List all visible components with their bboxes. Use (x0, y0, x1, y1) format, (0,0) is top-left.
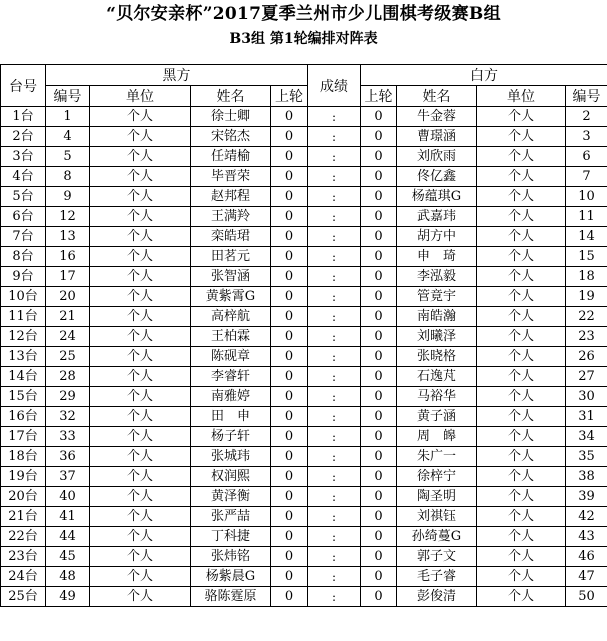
black-number-cell: 33 (46, 427, 90, 447)
white-prev-cell: 0 (361, 547, 397, 567)
black-number-cell: 37 (46, 467, 90, 487)
white-name-cell: 申 琦 (397, 247, 477, 267)
table-row (1, 227, 607, 247)
white-name-cell: 毛子睿 (397, 567, 477, 587)
white-number-cell: 30 (566, 387, 607, 407)
black-unit-cell: 个人 (90, 527, 191, 547)
black-number-cell: 28 (46, 367, 90, 387)
black-name-cell: 张严喆 (191, 507, 271, 527)
white-prev-cell: 0 (361, 507, 397, 527)
table-row (1, 567, 607, 587)
white-name-cell: 杨蕴琪G (397, 187, 477, 207)
black-prev-cell: 0 (271, 167, 308, 187)
black-unit-cell: 个人 (90, 387, 191, 407)
white-number-cell: 39 (566, 487, 607, 507)
result-cell: : (308, 387, 361, 407)
white-unit-cell: 个人 (477, 307, 566, 327)
black-name-cell: 高梓航 (191, 307, 271, 327)
board-cell: 13台 (1, 347, 46, 367)
table-row (1, 107, 607, 127)
black-prev-cell: 0 (271, 507, 308, 527)
board-cell: 17台 (1, 427, 46, 447)
white-number-cell: 26 (566, 347, 607, 367)
black-unit-cell: 个人 (90, 107, 191, 127)
black-unit-cell: 个人 (90, 207, 191, 227)
black-prev-cell: 0 (271, 307, 308, 327)
white-unit-cell: 个人 (477, 407, 566, 427)
table-row (1, 587, 607, 607)
black-prev-cell: 0 (271, 267, 308, 287)
white-number-cell: 11 (566, 207, 607, 227)
white-unit-cell: 个人 (477, 467, 566, 487)
white-unit-cell: 个人 (477, 507, 566, 527)
white-number-cell: 47 (566, 567, 607, 587)
table-row (1, 507, 607, 527)
black-prev-cell: 0 (271, 187, 308, 207)
black-unit-cell: 个人 (90, 467, 191, 487)
black-prev-cell: 0 (271, 407, 308, 427)
black-name-cell: 杨紫晨G (191, 567, 271, 587)
black-number-cell: 25 (46, 347, 90, 367)
board-cell: 9台 (1, 267, 46, 287)
black-prev-cell: 0 (271, 467, 308, 487)
board-cell: 12台 (1, 327, 46, 347)
board-cell: 4台 (1, 167, 46, 187)
white-name-cell: 马裕华 (397, 387, 477, 407)
table-row (1, 387, 607, 407)
white-number-cell: 2 (566, 107, 607, 127)
black-unit-cell: 个人 (90, 147, 191, 167)
white-number-cell: 46 (566, 547, 607, 567)
black-prev-cell: 0 (271, 347, 308, 367)
pairing-body (1, 107, 607, 607)
white-number-cell: 10 (566, 187, 607, 207)
black-unit-cell: 个人 (90, 227, 191, 247)
black-number-cell: 36 (46, 447, 90, 467)
black-prev-cell: 0 (271, 207, 308, 227)
black-prev-cell: 0 (271, 107, 308, 127)
white-unit-cell: 个人 (477, 547, 566, 567)
white-number-cell: 7 (566, 167, 607, 187)
white-prev-cell: 0 (361, 207, 397, 227)
black-name-cell: 权润熙 (191, 467, 271, 487)
black-number-cell: 8 (46, 167, 90, 187)
white-unit-cell: 个人 (477, 187, 566, 207)
result-cell: : (308, 167, 361, 187)
white-prev-cell: 0 (361, 447, 397, 467)
result-cell: : (308, 547, 361, 567)
black-prev-cell: 0 (271, 427, 308, 447)
white-number-cell: 19 (566, 287, 607, 307)
white-prev-cell: 0 (361, 107, 397, 127)
table-row (1, 127, 607, 147)
white-unit-cell: 个人 (477, 207, 566, 227)
black-unit-cell: 个人 (90, 407, 191, 427)
board-cell: 22台 (1, 527, 46, 547)
black-number-cell: 48 (46, 567, 90, 587)
result-cell: : (308, 327, 361, 347)
white-prev-cell: 0 (361, 487, 397, 507)
black-unit-cell: 个人 (90, 247, 191, 267)
black-name-cell: 张炜铭 (191, 547, 271, 567)
white-number-cell: 22 (566, 307, 607, 327)
board-cell: 11台 (1, 307, 46, 327)
black-name-cell: 王满羚 (191, 207, 271, 227)
white-number-cell: 34 (566, 427, 607, 447)
page-title: “贝尔安亲杯”2017夏季兰州市少儿围棋考级赛B组 (106, 4, 501, 24)
white-name-cell: 周 皞 (397, 427, 477, 447)
result-cell: : (308, 187, 361, 207)
board-cell: 25台 (1, 587, 46, 607)
board-cell: 16台 (1, 407, 46, 427)
black-name-cell: 张城玮 (191, 447, 271, 467)
page-subtitle: B3组 第1轮编排对阵表 (229, 31, 378, 47)
white-number-cell: 43 (566, 527, 607, 547)
table-row (1, 267, 607, 287)
black-name-cell: 李睿轩 (191, 367, 271, 387)
black-prev-cell: 0 (271, 287, 308, 307)
black-unit-cell: 个人 (90, 307, 191, 327)
table-row (1, 447, 607, 467)
white-unit-cell: 个人 (477, 287, 566, 307)
black-prev-cell: 0 (271, 387, 308, 407)
result-cell: : (308, 267, 361, 287)
header-black: 黑方 (46, 65, 308, 86)
white-name-cell: 牛金蓉 (397, 107, 477, 127)
black-unit-cell: 个人 (90, 567, 191, 587)
table-row (1, 147, 607, 167)
white-number-cell: 38 (566, 467, 607, 487)
black-name-cell: 南雅婷 (191, 387, 271, 407)
white-number-cell: 23 (566, 327, 607, 347)
result-cell: : (308, 427, 361, 447)
result-cell: : (308, 587, 361, 607)
black-number-cell: 49 (46, 587, 90, 607)
black-name-cell: 杨子轩 (191, 427, 271, 447)
black-name-cell: 黄泽衡 (191, 487, 271, 507)
result-cell: : (308, 347, 361, 367)
black-prev-cell: 0 (271, 527, 308, 547)
header-black-unit: 单位 (90, 86, 191, 107)
white-unit-cell: 个人 (477, 587, 566, 607)
black-name-cell: 栾皓珺 (191, 227, 271, 247)
board-cell: 2台 (1, 127, 46, 147)
table-row (1, 167, 607, 187)
black-number-cell: 44 (46, 527, 90, 547)
white-number-cell: 15 (566, 247, 607, 267)
white-prev-cell: 0 (361, 267, 397, 287)
white-name-cell: 李泓毅 (397, 267, 477, 287)
white-unit-cell: 个人 (477, 247, 566, 267)
black-prev-cell: 0 (271, 247, 308, 267)
board-cell: 21台 (1, 507, 46, 527)
white-prev-cell: 0 (361, 327, 397, 347)
result-cell: : (308, 247, 361, 267)
black-name-cell: 骆陈霆原 (191, 587, 271, 607)
white-prev-cell: 0 (361, 427, 397, 447)
white-prev-cell: 0 (361, 407, 397, 427)
result-cell: : (308, 287, 361, 307)
white-unit-cell: 个人 (477, 367, 566, 387)
black-number-cell: 20 (46, 287, 90, 307)
black-name-cell: 任靖榆 (191, 147, 271, 167)
black-number-cell: 4 (46, 127, 90, 147)
table-row (1, 307, 607, 327)
white-name-cell: 刘祺钰 (397, 507, 477, 527)
table-row (1, 547, 607, 567)
black-number-cell: 12 (46, 207, 90, 227)
result-cell: : (308, 107, 361, 127)
white-name-cell: 南皓瀚 (397, 307, 477, 327)
black-unit-cell: 个人 (90, 267, 191, 287)
board-cell: 20台 (1, 487, 46, 507)
black-prev-cell: 0 (271, 367, 308, 387)
black-unit-cell: 个人 (90, 547, 191, 567)
table-row (1, 467, 607, 487)
white-prev-cell: 0 (361, 227, 397, 247)
result-cell: : (308, 367, 361, 387)
white-unit-cell: 个人 (477, 567, 566, 587)
pairing-table (0, 64, 607, 607)
black-name-cell: 丁科捷 (191, 527, 271, 547)
white-name-cell: 刘欣雨 (397, 147, 477, 167)
result-cell: : (308, 227, 361, 247)
white-unit-cell: 个人 (477, 167, 566, 187)
table-row (1, 187, 607, 207)
black-name-cell: 徐士卿 (191, 107, 271, 127)
white-prev-cell: 0 (361, 527, 397, 547)
white-prev-cell: 0 (361, 187, 397, 207)
white-name-cell: 郭子文 (397, 547, 477, 567)
white-name-cell: 管竟宇 (397, 287, 477, 307)
black-unit-cell: 个人 (90, 447, 191, 467)
table-row (1, 347, 607, 367)
black-unit-cell: 个人 (90, 187, 191, 207)
table-row (1, 407, 607, 427)
black-number-cell: 29 (46, 387, 90, 407)
black-unit-cell: 个人 (90, 487, 191, 507)
black-number-cell: 1 (46, 107, 90, 127)
board-cell: 10台 (1, 287, 46, 307)
white-name-cell: 黄子涵 (397, 407, 477, 427)
table-row (1, 527, 607, 547)
header-white-prev: 上轮 (361, 86, 397, 107)
header-row-sub (1, 86, 607, 107)
white-name-cell: 佟亿鑫 (397, 167, 477, 187)
white-name-cell: 孙绮蔓G (397, 527, 477, 547)
result-cell: : (308, 467, 361, 487)
black-name-cell: 张智涵 (191, 267, 271, 287)
header-black-number: 编号 (46, 86, 90, 107)
white-unit-cell: 个人 (477, 387, 566, 407)
result-cell: : (308, 307, 361, 327)
header-black-name: 姓名 (191, 86, 271, 107)
board-cell: 7台 (1, 227, 46, 247)
board-cell: 8台 (1, 247, 46, 267)
white-prev-cell: 0 (361, 467, 397, 487)
black-prev-cell: 0 (271, 487, 308, 507)
board-cell: 5台 (1, 187, 46, 207)
black-number-cell: 32 (46, 407, 90, 427)
white-number-cell: 14 (566, 227, 607, 247)
table-row (1, 487, 607, 507)
white-unit-cell: 个人 (477, 487, 566, 507)
white-name-cell: 胡方中 (397, 227, 477, 247)
black-name-cell: 宋铭杰 (191, 127, 271, 147)
result-cell: : (308, 147, 361, 167)
black-name-cell: 赵邦程 (191, 187, 271, 207)
board-cell: 19台 (1, 467, 46, 487)
black-unit-cell: 个人 (90, 167, 191, 187)
white-unit-cell: 个人 (477, 347, 566, 367)
black-prev-cell: 0 (271, 147, 308, 167)
white-prev-cell: 0 (361, 307, 397, 327)
table-row (1, 207, 607, 227)
board-cell: 1台 (1, 107, 46, 127)
result-cell: : (308, 567, 361, 587)
white-name-cell: 彭俊清 (397, 587, 477, 607)
white-number-cell: 35 (566, 447, 607, 467)
white-unit-cell: 个人 (477, 447, 566, 467)
white-prev-cell: 0 (361, 287, 397, 307)
header-white: 白方 (361, 65, 607, 86)
white-unit-cell: 个人 (477, 427, 566, 447)
white-prev-cell: 0 (361, 587, 397, 607)
black-number-cell: 21 (46, 307, 90, 327)
black-unit-cell: 个人 (90, 127, 191, 147)
white-number-cell: 27 (566, 367, 607, 387)
black-number-cell: 17 (46, 267, 90, 287)
result-cell: : (308, 507, 361, 527)
black-number-cell: 45 (46, 547, 90, 567)
board-cell: 6台 (1, 207, 46, 227)
board-cell: 14台 (1, 367, 46, 387)
black-prev-cell: 0 (271, 127, 308, 147)
board-cell: 18台 (1, 447, 46, 467)
black-unit-cell: 个人 (90, 367, 191, 387)
white-number-cell: 18 (566, 267, 607, 287)
white-prev-cell: 0 (361, 127, 397, 147)
white-prev-cell: 0 (361, 367, 397, 387)
white-prev-cell: 0 (361, 387, 397, 407)
table-row (1, 287, 607, 307)
table-row (1, 367, 607, 387)
header-white-number: 编号 (566, 86, 607, 107)
white-name-cell: 徐梓宁 (397, 467, 477, 487)
white-number-cell: 3 (566, 127, 607, 147)
result-cell: : (308, 407, 361, 427)
white-number-cell: 31 (566, 407, 607, 427)
header-board: 台号 (1, 65, 46, 107)
white-name-cell: 陶圣明 (397, 487, 477, 507)
black-unit-cell: 个人 (90, 507, 191, 527)
black-name-cell: 田茗元 (191, 247, 271, 267)
white-name-cell: 武嘉玮 (397, 207, 477, 227)
header-row-top (1, 65, 607, 86)
white-number-cell: 42 (566, 507, 607, 527)
white-unit-cell: 个人 (477, 527, 566, 547)
black-number-cell: 9 (46, 187, 90, 207)
black-prev-cell: 0 (271, 327, 308, 347)
white-unit-cell: 个人 (477, 107, 566, 127)
header-white-name: 姓名 (397, 86, 477, 107)
white-prev-cell: 0 (361, 347, 397, 367)
black-unit-cell: 个人 (90, 287, 191, 307)
black-number-cell: 40 (46, 487, 90, 507)
board-cell: 23台 (1, 547, 46, 567)
black-unit-cell: 个人 (90, 587, 191, 607)
header-white-unit: 单位 (477, 86, 566, 107)
white-name-cell: 张晓格 (397, 347, 477, 367)
black-prev-cell: 0 (271, 567, 308, 587)
black-prev-cell: 0 (271, 587, 308, 607)
white-name-cell: 曹璟涵 (397, 127, 477, 147)
black-unit-cell: 个人 (90, 427, 191, 447)
black-name-cell: 毕晋荣 (191, 167, 271, 187)
white-unit-cell: 个人 (477, 267, 566, 287)
white-name-cell: 朱广一 (397, 447, 477, 467)
black-number-cell: 24 (46, 327, 90, 347)
white-prev-cell: 0 (361, 147, 397, 167)
white-prev-cell: 0 (361, 567, 397, 587)
white-prev-cell: 0 (361, 167, 397, 187)
black-name-cell: 王柏霖 (191, 327, 271, 347)
header-black-prev: 上轮 (271, 86, 308, 107)
result-cell: : (308, 447, 361, 467)
white-name-cell: 石逸芃 (397, 367, 477, 387)
black-prev-cell: 0 (271, 547, 308, 567)
black-number-cell: 13 (46, 227, 90, 247)
white-number-cell: 6 (566, 147, 607, 167)
white-unit-cell: 个人 (477, 127, 566, 147)
result-cell: : (308, 127, 361, 147)
black-name-cell: 田 申 (191, 407, 271, 427)
board-cell: 15台 (1, 387, 46, 407)
table-row (1, 247, 607, 267)
board-cell: 3台 (1, 147, 46, 167)
white-unit-cell: 个人 (477, 147, 566, 167)
white-name-cell: 刘曦泽 (397, 327, 477, 347)
result-cell: : (308, 527, 361, 547)
black-name-cell: 黄紫霄G (191, 287, 271, 307)
table-row (1, 327, 607, 347)
white-number-cell: 50 (566, 587, 607, 607)
black-name-cell: 陈砚章 (191, 347, 271, 367)
result-cell: : (308, 207, 361, 227)
black-number-cell: 41 (46, 507, 90, 527)
board-cell: 24台 (1, 567, 46, 587)
black-number-cell: 5 (46, 147, 90, 167)
black-prev-cell: 0 (271, 227, 308, 247)
black-number-cell: 16 (46, 247, 90, 267)
header-result: 成绩 (308, 65, 361, 107)
black-prev-cell: 0 (271, 447, 308, 467)
table-row (1, 427, 607, 447)
white-unit-cell: 个人 (477, 327, 566, 347)
white-prev-cell: 0 (361, 247, 397, 267)
black-unit-cell: 个人 (90, 347, 191, 367)
black-unit-cell: 个人 (90, 327, 191, 347)
result-cell: : (308, 487, 361, 507)
white-unit-cell: 个人 (477, 227, 566, 247)
